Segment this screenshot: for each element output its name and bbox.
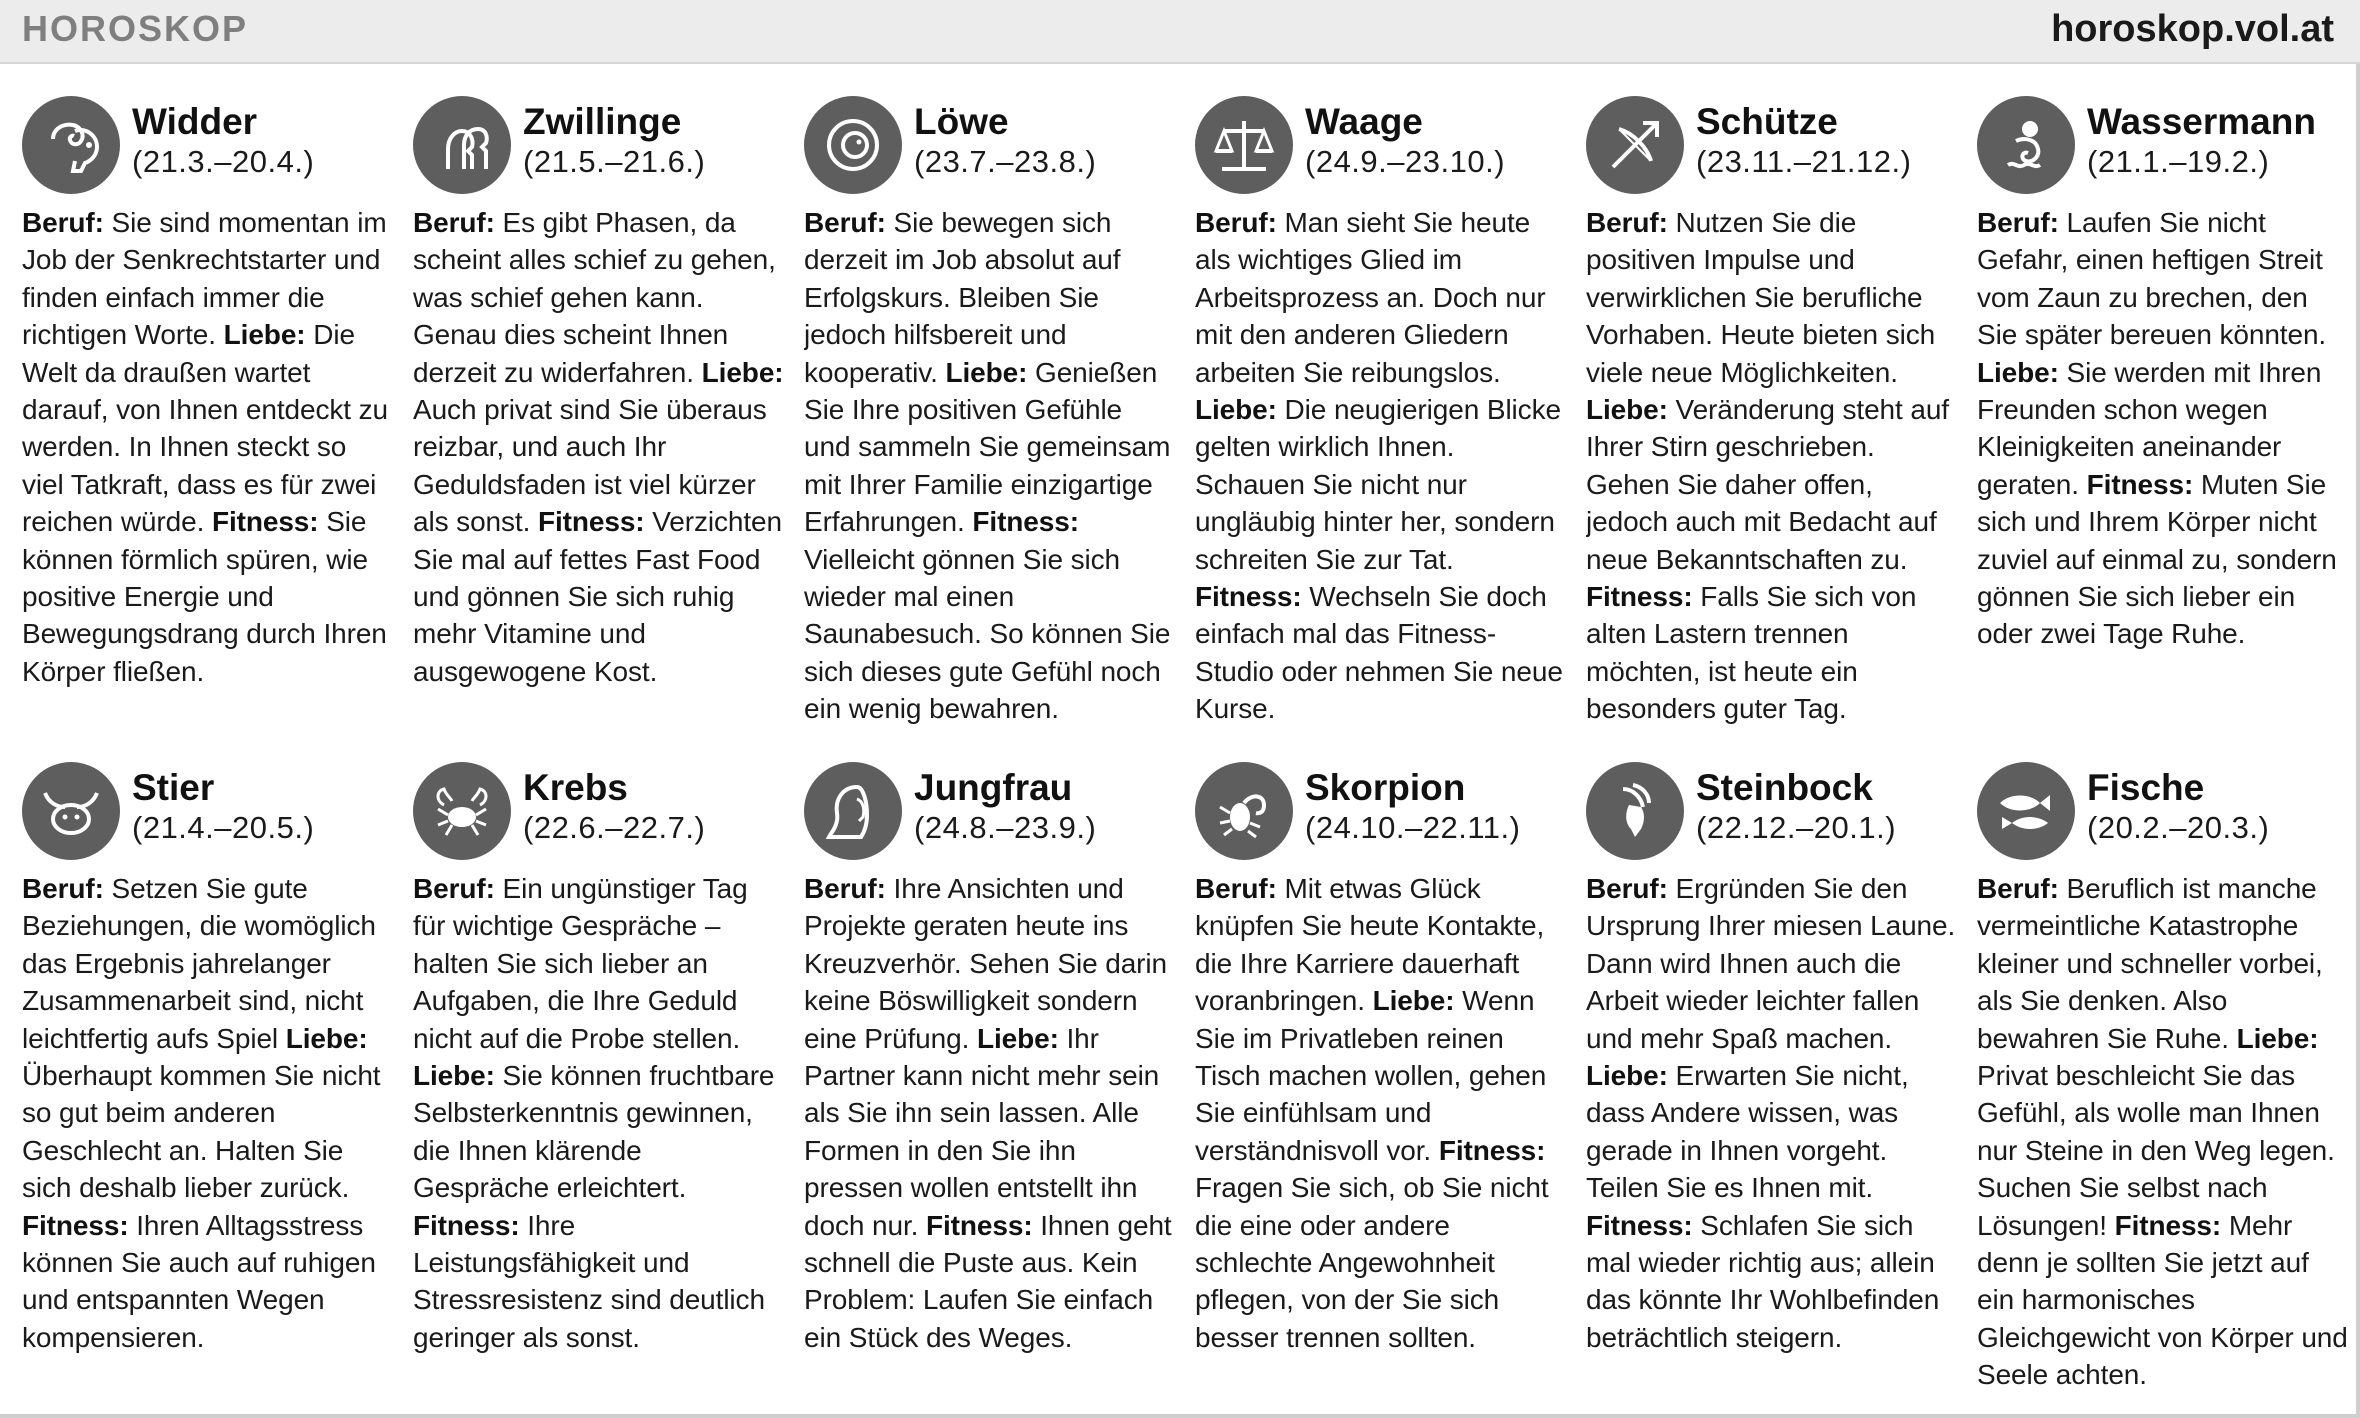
sign-body — [1586, 204, 1958, 728]
sign-header — [804, 96, 1176, 204]
beruf-label: Beruf: — [804, 207, 886, 238]
liebe-label: Liebe: — [945, 356, 1028, 388]
sign-titles — [914, 96, 1096, 182]
beruf-text: Sie bewegen sich derzeit im Job absolut auf Erfolgskurs. Bleiben Sie jedoch hilfsbereit und kooperativ. — [804, 207, 1121, 388]
sign-titles — [1696, 96, 1911, 182]
fitness-text: Wechseln Sie doch einfach mal das Fitness-Studio oder nehmen Sie neue Kurse. — [1195, 581, 1563, 725]
fitness-label: Fitness: — [926, 1209, 1033, 1241]
beruf-text: Man sieht Sie heute als wichtiges Glied im Arbeitsprozess an. Doch nur mit den anderen Gliedern arbeiten Sie reibungslos. — [1195, 207, 1546, 388]
fitness-label: Fitness: — [537, 506, 645, 538]
liebe-label: Liebe: — [223, 319, 306, 351]
liebe-text: Erwarten Sie nicht, dass Andere wissen, was gerade in Ihnen vorgeht. Teilen Sie es Ihnen mit. — [1586, 1060, 1909, 1204]
sign-titles — [2087, 96, 2316, 182]
sign-card-widder — [22, 96, 394, 752]
fitness-text: Ihre Leistungsfähigkeit und Stressresistenz sind deutlich geringer als sonst. — [413, 1209, 765, 1353]
sign-card-schuetze — [1586, 96, 1958, 752]
liebe-label: Liebe: — [1586, 394, 1668, 426]
fitness-label: Fitness: — [22, 1209, 129, 1241]
lion-icon — [804, 96, 902, 194]
sign-dates: (24.9.–23.10.) — [1305, 144, 1506, 179]
beruf-text: Ihre Ansichten und Projekte geraten heute ins Kreuzverhör. Sehen Sie darin keine Böswilligkeit sondern eine Prüfung. — [804, 873, 1167, 1054]
liebe-text: Wenn Sie im Privatleben reinen Tisch machen wollen, gehen Sie einfühlsam und verständnisvoll vor. — [1195, 985, 1547, 1166]
sign-name: Waage — [1305, 101, 1423, 142]
horoscope-grid — [22, 96, 2349, 1402]
liebe-text: Veränderung steht auf Ihrer Stirn geschrieben. Gehen Sie daher offen, jedoch auch mit Bedacht auf neue Bekanntschaften zu. — [1586, 394, 1949, 575]
sign-dates: (21.3.–20.4.) — [132, 144, 315, 179]
bull-icon — [22, 762, 120, 860]
bottom-rule — [0, 1414, 2360, 1418]
site-url[interactable]: horoskop.vol.at — [2051, 8, 2334, 50]
sign-dates: (24.10.–22.11.) — [1305, 810, 1521, 845]
sign-titles — [1305, 762, 1520, 848]
beruf-label: Beruf: — [1195, 207, 1277, 238]
sign-name: Wassermann — [2087, 101, 2316, 142]
sign-header — [22, 96, 394, 204]
sign-body — [413, 870, 785, 1356]
sign-card-wassermann — [1977, 96, 2349, 752]
scales-icon — [1195, 96, 1293, 194]
beruf-text: Ergründen Sie den Ursprung Ihrer miesen Laune. Dann wird Ihnen auch die Arbeit wieder leichter fallen und mehr Spaß machen. — [1586, 873, 1956, 1054]
fish-icon — [1977, 762, 2075, 860]
sign-name: Schütze — [1696, 101, 1838, 142]
sign-header — [1586, 96, 1958, 204]
fitness-text: Muten Sie sich und Ihrem Körper nicht zuviel auf einmal zu, sondern gönnen Sie sich lieber ein oder zwei Tage Ruhe. — [1977, 468, 2337, 650]
fitness-label: Fitness: — [1586, 581, 1693, 613]
sign-header — [22, 762, 394, 870]
sign-card-waage — [1195, 96, 1567, 752]
sign-header — [1586, 762, 1958, 870]
beruf-label: Beruf: — [804, 873, 886, 904]
sign-card-stier — [22, 762, 394, 1402]
fitness-label: Fitness: — [1195, 581, 1302, 613]
ram-icon — [22, 96, 120, 194]
twins-icon — [413, 96, 511, 194]
sign-body — [804, 870, 1176, 1356]
liebe-label: Liebe: — [413, 1060, 495, 1092]
fitness-label: Fitness: — [2086, 468, 2194, 500]
sign-body — [22, 204, 394, 690]
fitness-text: Ihren Alltagsstress können Sie auch auf ruhigen und entspannten Wegen kompensieren. — [22, 1209, 376, 1353]
liebe-text: Überhaupt kommen Sie nicht so gut beim anderen Geschlecht an. Halten Sie sich deshalb lieber zurück. — [22, 1060, 381, 1204]
sign-name: Skorpion — [1305, 767, 1466, 808]
beruf-label: Beruf: — [1195, 873, 1277, 904]
sign-card-krebs — [413, 762, 785, 1402]
sign-dates: (21.5.–21.6.) — [523, 144, 706, 179]
sign-header — [1195, 762, 1567, 870]
sign-titles — [132, 96, 314, 182]
beruf-label: Beruf: — [1977, 873, 2059, 904]
sign-body — [1195, 870, 1567, 1356]
sign-dates: (23.7.–23.8.) — [914, 144, 1097, 179]
beruf-text: Ein ungünstiger Tag für wichtige Gespräche – halten Sie sich lieber an Aufgaben, die Ihre Geduld nicht auf die Probe stellen. — [413, 873, 748, 1054]
maiden-icon — [804, 762, 902, 860]
sign-card-jungfrau — [804, 762, 1176, 1402]
sign-card-skorpion — [1195, 762, 1567, 1402]
liebe-text: Sie werden mit Ihren Freunden schon wegen Kleinigkeiten aneinander geraten. — [1977, 356, 2322, 500]
sign-body — [1586, 870, 1958, 1356]
sign-name: Löwe — [914, 101, 1009, 142]
sign-body — [1977, 204, 2349, 653]
sign-titles — [914, 762, 1096, 848]
liebe-label: Liebe: — [701, 356, 784, 388]
sign-dates: (20.2.–20.3.) — [2087, 810, 2270, 845]
liebe-label: Liebe: — [976, 1022, 1059, 1054]
sign-dates: (23.11.–21.12.) — [1696, 144, 1912, 179]
sign-titles — [1696, 762, 1896, 848]
edge-rule — [2356, 64, 2360, 1418]
beruf-label: Beruf: — [22, 207, 104, 238]
beruf-text: Nutzen Sie die positiven Impulse und verwirklichen Sie berufliche Vorhaben. Heute bieten sich viele neue Möglichkeiten. — [1586, 207, 1936, 388]
sign-card-fische — [1977, 762, 2349, 1402]
goat-icon — [1586, 762, 1684, 860]
sign-name: Steinbock — [1696, 767, 1873, 808]
sign-titles — [523, 762, 705, 848]
sign-name: Fische — [2087, 767, 2205, 808]
sign-card-steinbock — [1586, 762, 1958, 1402]
liebe-text: Ihr Partner kann nicht mehr sein als Sie ihn sein lassen. Alle Formen in den Sie ihn pressen wollen entstellt ihn doch nur. — [804, 1022, 1160, 1241]
beruf-label: Beruf: — [1586, 207, 1668, 238]
beruf-text: Setzen Sie gute Beziehungen, die womöglich das Ergebnis jahrelanger Zusammenarbeit sind, nicht leichtfertig aufs Spiel — [22, 873, 376, 1054]
sign-header — [804, 762, 1176, 870]
liebe-text: Die Welt da draußen wartet darauf, von Ihnen entdeckt zu werden. In Ihnen steckt so viel Tatkraft, dass es für zwei reichen würde. — [22, 319, 389, 538]
sign-name: Widder — [132, 101, 258, 142]
sign-dates: (22.12.–20.1.) — [1696, 810, 1897, 845]
sign-name: Stier — [132, 767, 215, 808]
fitness-text: Sie können förmlich spüren, wie positive Energie und Bewegungsdrang durch Ihren Körper fließen. — [22, 506, 387, 687]
liebe-text: Auch privat sind Sie überaus reizbar, und auch Ihr Geduldsfaden ist viel kürzer als sonst. — [413, 394, 767, 538]
sign-card-loewe — [804, 96, 1176, 752]
fitness-text: Vielleicht gönnen Sie sich wieder mal einen Saunabesuch. So können Sie sich dieses gute Gefühl noch ein wenig bewahren. — [804, 543, 1171, 725]
sign-header — [1977, 96, 2349, 204]
fitness-text: Mehr denn je sollten Sie jetzt auf ein harmonisches Gleichgewicht von Körper und Seele achten. — [1977, 1209, 2348, 1391]
sign-body — [1195, 204, 1567, 728]
header-bar — [0, 0, 2360, 64]
liebe-label: Liebe: — [1372, 985, 1455, 1017]
beruf-text: Es gibt Phasen, da scheint alles schief zu gehen, was schief gehen kann. Genau dies scheint Ihnen derzeit zu widerfahren. — [413, 207, 776, 388]
fitness-label: Fitness: — [972, 506, 1079, 538]
fitness-text: Falls Sie sich von alten Lastern trennen möchten, ist heute ein besonders guter Tag. — [1586, 581, 1917, 725]
section-label: HOROSKOP — [22, 8, 249, 49]
beruf-label: Beruf: — [22, 873, 104, 904]
fitness-text: Fragen Sie sich, ob Sie nicht die eine oder andere schlechte Angewohnheit pflegen, von der Sie sich besser trennen sollten. — [1195, 1172, 1549, 1353]
sign-dates: (21.1.–19.2.) — [2087, 144, 2270, 179]
sign-body — [1977, 870, 2349, 1394]
sign-titles — [132, 762, 314, 848]
beruf-text: Mit etwas Glück knüpfen Sie heute Kontakte, die Ihre Karriere dauerhaft voranbringen. — [1195, 873, 1545, 1017]
liebe-label: Liebe: — [2236, 1022, 2319, 1054]
fitness-label: Fitness: — [1438, 1134, 1546, 1166]
sign-dates: (22.6.–22.7.) — [523, 810, 706, 845]
beruf-text: Beruflich ist manche vermeintliche Katastrophe kleiner und schneller vorbei, als Sie denken. Also bewahren Sie Ruhe. — [1977, 873, 2323, 1054]
liebe-label: Liebe: — [285, 1022, 368, 1054]
sign-name: Jungfrau — [914, 767, 1073, 808]
beruf-label: Beruf: — [413, 207, 495, 238]
sign-name: Zwillinge — [523, 101, 682, 142]
beruf-text: Sie sind momentan im Job der Senkrechtstarter und finden einfach immer die richtigen Worte. — [22, 207, 387, 351]
water-bearer-icon — [1977, 96, 2075, 194]
liebe-text: Genießen Sie Ihre positiven Gefühle und sammeln Sie gemeinsam mit Ihrer Familie einzigartige Erfahrungen. — [804, 356, 1171, 538]
fitness-text: Verzichten Sie mal auf fettes Fast Food und gönnen Sie sich ruhig mehr Vitamine und ausgewogene Kost. — [413, 506, 782, 687]
liebe-label: Liebe: — [1195, 394, 1277, 426]
fitness-label: Fitness: — [1586, 1209, 1693, 1241]
fitness-text: Schlafen Sie sich mal wieder richtig aus; allein das könnte Ihr Wohlbefinden beträchtlich steigern. — [1586, 1209, 1940, 1353]
sign-body — [22, 870, 394, 1356]
archer-icon — [1586, 96, 1684, 194]
sign-dates: (21.4.–20.5.) — [132, 810, 315, 845]
liebe-label: Liebe: — [1586, 1060, 1668, 1092]
scorpion-icon — [1195, 762, 1293, 860]
sign-header — [1977, 762, 2349, 870]
fitness-label: Fitness: — [2114, 1209, 2222, 1241]
sign-body — [413, 204, 785, 690]
fitness-text: Ihnen geht schnell die Puste aus. Kein Problem: Laufen Sie einfach ein Stück des Weges. — [804, 1209, 1172, 1353]
sign-titles — [1305, 96, 1505, 182]
sign-header — [1195, 96, 1567, 204]
liebe-text: Die neugierigen Blicke gelten wirklich Ihnen. Schauen Sie nicht nur ungläubig hinter her, sondern schreiten Sie zur Tat. — [1195, 394, 1561, 575]
crab-icon — [413, 762, 511, 860]
fitness-label: Fitness: — [413, 1209, 520, 1241]
beruf-text: Laufen Sie nicht Gefahr, einen heftigen Streit vom Zaun zu brechen, den Sie später bereuen könnten. — [1977, 207, 2327, 351]
sign-titles — [523, 96, 705, 182]
sign-name: Krebs — [523, 767, 628, 808]
liebe-text: Sie können fruchtbare Selbsterkenntnis gewinnen, die Ihnen klärende Gespräche erleichtert. — [413, 1060, 775, 1204]
liebe-label: Liebe: — [1977, 356, 2059, 388]
beruf-label: Beruf: — [413, 873, 495, 904]
fitness-label: Fitness: — [211, 506, 319, 538]
sign-header — [413, 96, 785, 204]
liebe-text: Privat beschleicht Sie das Gefühl, als wolle man Ihnen nur Steine in den Weg legen. Suchen Sie selbst nach Lösungen! — [1977, 1060, 2335, 1241]
sign-body — [804, 204, 1176, 728]
beruf-label: Beruf: — [1586, 873, 1668, 904]
sign-titles — [2087, 762, 2269, 848]
sign-card-zwillinge — [413, 96, 785, 752]
sign-dates: (24.8.–23.9.) — [914, 810, 1097, 845]
sign-header — [413, 762, 785, 870]
beruf-label: Beruf: — [1977, 207, 2059, 238]
